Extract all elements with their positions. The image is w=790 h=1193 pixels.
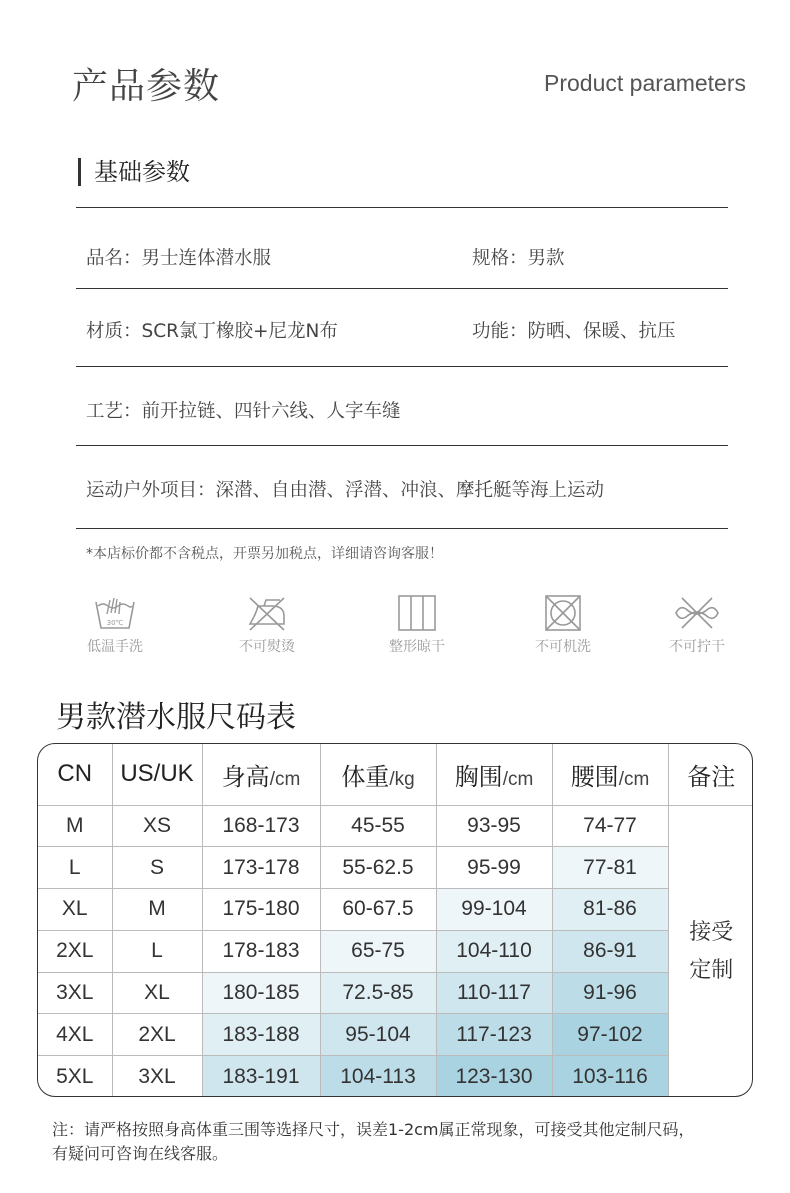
divider: [76, 445, 728, 446]
table-cell: L: [38, 847, 112, 889]
table-cell: 72.5-85: [320, 972, 436, 1014]
table-cell: 178-183: [202, 930, 320, 972]
table-cell: 81-86: [552, 889, 668, 931]
table-cell: XL: [112, 972, 202, 1014]
param-craft: 工艺：前开拉链、四针六线、人字车缝: [86, 401, 401, 422]
header-waist: 腰围/cm: [552, 744, 668, 805]
header-weight: 体重/kg: [320, 744, 436, 805]
no-wring-icon: [672, 594, 722, 632]
table-cell: S: [112, 847, 202, 889]
table-cell: 74-77: [552, 805, 668, 847]
care-label: 不可机洗: [535, 639, 591, 655]
param-material: 材质：SCR氯丁橡胶+尼龙N布: [86, 321, 338, 342]
table-cell: 86-91: [552, 930, 668, 972]
care-item-hand-wash: [60, 594, 170, 656]
header-us-uk: US/UK: [112, 744, 202, 805]
table-cell: 45-55: [320, 805, 436, 847]
shape-dry-icon: [394, 594, 440, 632]
remark-line: 接受: [689, 919, 734, 945]
table-cell: 93-95: [436, 805, 552, 847]
remark-cell: [668, 805, 753, 1097]
divider: [76, 207, 728, 208]
no-iron-icon: [244, 594, 290, 632]
table-cell: 97-102: [552, 1014, 668, 1056]
header-remark: 备注: [668, 744, 753, 805]
table-cell: 110-117: [436, 972, 552, 1014]
divider: [76, 366, 728, 367]
header-cn: CN: [38, 744, 112, 805]
table-cell: 173-178: [202, 847, 320, 889]
table-cell: XS: [112, 805, 202, 847]
table-cell: 117-123: [436, 1014, 552, 1056]
table-cell: 65-75: [320, 930, 436, 972]
table-cell: 95-104: [320, 1014, 436, 1056]
table-cell: 55-62.5: [320, 847, 436, 889]
table-row: [38, 972, 753, 1014]
table-cell: 175-180: [202, 889, 320, 931]
care-item-shape-dry: [362, 594, 472, 656]
hand-wash-icon: [92, 594, 138, 632]
table-cell: 99-104: [436, 889, 552, 931]
table-cell: 183-191: [202, 1056, 320, 1097]
care-item-no-iron: [212, 594, 322, 656]
footer-note: [52, 1118, 762, 1166]
care-label: 整形晾干: [389, 639, 445, 655]
section-title: 基础参数: [78, 158, 190, 186]
care-icons: [60, 594, 760, 664]
table-cell: M: [112, 889, 202, 931]
care-label: 低温手洗: [87, 639, 143, 655]
page-title: 产品参数: [72, 66, 221, 107]
param-sports: 运动户外项目：深潜、自由潜、浮潜、冲浪、摩托艇等海上运动: [86, 480, 605, 501]
table-cell: 180-185: [202, 972, 320, 1014]
table-cell: 168-173: [202, 805, 320, 847]
table-cell: 4XL: [38, 1014, 112, 1056]
size-chart-title: 男款潜水服尺码表: [56, 700, 296, 735]
table-cell: 103-116: [552, 1056, 668, 1097]
care-label: 不可熨烫: [239, 639, 295, 655]
table-row: [38, 805, 753, 847]
header-height: 身高/cm: [202, 744, 320, 805]
table-cell: 60-67.5: [320, 889, 436, 931]
table-cell: 104-110: [436, 930, 552, 972]
table-cell: L: [112, 930, 202, 972]
table-cell: M: [38, 805, 112, 847]
table-cell: XL: [38, 889, 112, 931]
care-item-no-wring: [642, 594, 752, 656]
table-row: [38, 1014, 753, 1056]
table-cell: 104-113: [320, 1056, 436, 1097]
tax-note: *本店标价都不含税点，开票另加税点，详细请咨询客服！: [86, 546, 443, 562]
table-cell: 2XL: [112, 1014, 202, 1056]
table-row: [38, 847, 753, 889]
divider: [76, 288, 728, 289]
no-machine-wash-icon: [540, 594, 586, 632]
table-cell: 77-81: [552, 847, 668, 889]
table-row: [38, 889, 753, 931]
table-cell: 3XL: [38, 972, 112, 1014]
wash-temp: 30℃: [106, 619, 124, 627]
param-spec: 规格：男款: [472, 248, 565, 269]
table-cell: 91-96: [552, 972, 668, 1014]
table-cell: 3XL: [112, 1056, 202, 1097]
param-name: 品名：男士连体潜水服: [86, 248, 272, 269]
table-cell: 95-99: [436, 847, 552, 889]
size-chart-table: [37, 743, 753, 1097]
divider: [76, 528, 728, 529]
footer-line: 有疑问可咨询在线客服。: [52, 1144, 229, 1163]
table-row: [38, 930, 753, 972]
footer-line: 注：请严格按照身高体重三围等选择尺寸，误差1-2cm属正常现象，可接受其他定制尺码，: [52, 1120, 695, 1139]
care-label: 不可拧干: [669, 639, 725, 655]
page-subtitle: Product parameters: [544, 70, 746, 96]
param-function: 功能：防晒、保暖、抗压: [472, 321, 676, 342]
table-cell: 123-130: [436, 1056, 552, 1097]
header-chest: 胸围/cm: [436, 744, 552, 805]
table-cell: 2XL: [38, 930, 112, 972]
care-item-no-machine-wash: [508, 594, 618, 656]
table-cell: 183-188: [202, 1014, 320, 1056]
remark-line: 定制: [689, 957, 734, 983]
table-cell: 5XL: [38, 1056, 112, 1097]
table-row: [38, 1056, 753, 1097]
